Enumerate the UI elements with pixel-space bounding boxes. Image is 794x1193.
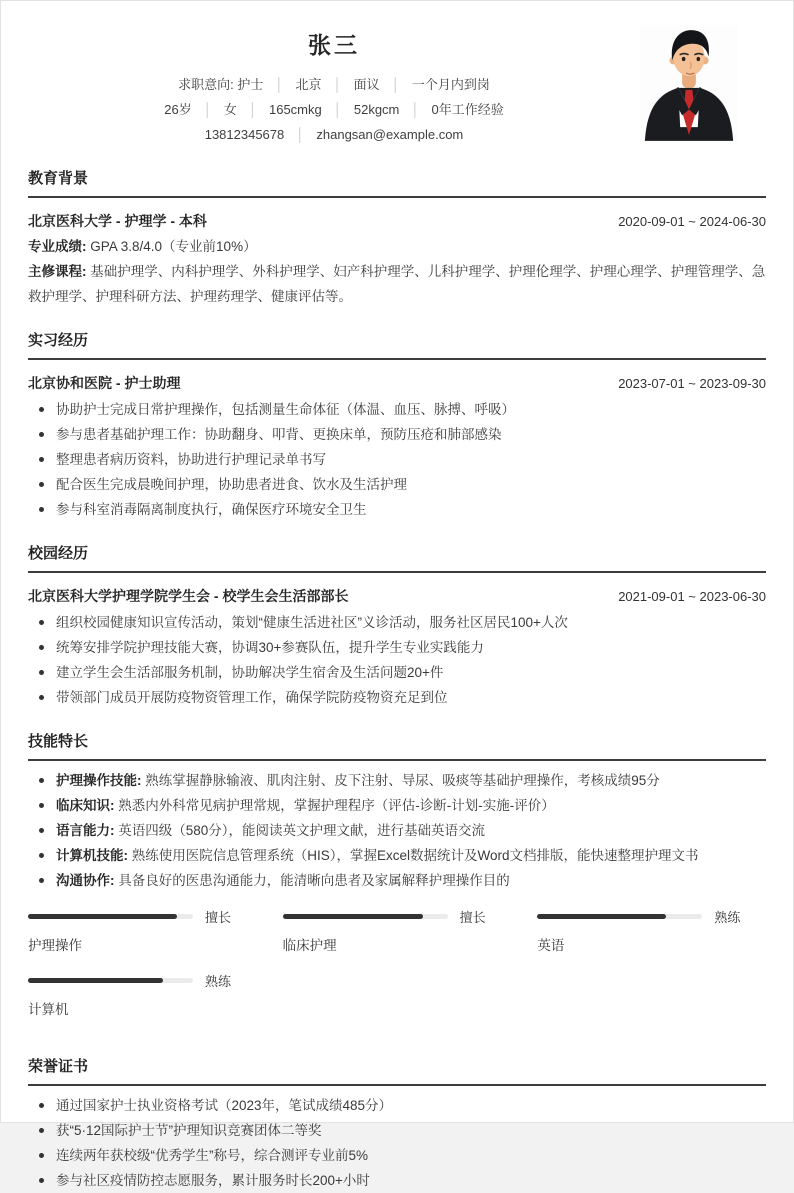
skill-bars-grid bbox=[28, 907, 766, 1035]
internship-bullet: 参与科室消毒隔离制度执行，确保医疗环境安全卫生 bbox=[28, 497, 766, 522]
campus-body bbox=[28, 573, 766, 710]
skill-text: 熟练使用医院信息管理系统（HIS），掌握Excel数据统计及Word文档排版，能快速整理护理文书 bbox=[131, 848, 699, 863]
skill-bar-fill bbox=[283, 914, 423, 919]
honor-bullet: 获“5·12国际护士节”护理知识竞赛团体二等奖 bbox=[28, 1118, 766, 1143]
info-part: 面议 bbox=[353, 77, 380, 92]
section-campus bbox=[28, 542, 766, 710]
separator: │ bbox=[296, 127, 305, 142]
separator: │ bbox=[248, 102, 257, 117]
skill-level-label: 熟练 bbox=[205, 974, 232, 989]
profile-photo bbox=[640, 25, 738, 141]
info-part: 13812345678 bbox=[204, 127, 285, 142]
info-part: 165cmkg bbox=[268, 102, 322, 117]
info-part: 求职意向: 护士 bbox=[178, 77, 264, 92]
skill-text: 具备良好的医患沟通能力，能清晰向患者及家属解释护理操作目的 bbox=[118, 873, 510, 888]
section-honors bbox=[28, 1055, 766, 1193]
info-part: 52kgcm bbox=[353, 102, 400, 117]
separator: │ bbox=[333, 102, 342, 117]
section-title-internship: 实习经历 bbox=[28, 329, 766, 360]
section-internship bbox=[28, 329, 766, 522]
separator: │ bbox=[275, 77, 284, 92]
skill-bar-english bbox=[537, 907, 766, 955]
gpa-label: 专业成绩: bbox=[28, 239, 91, 254]
education-body bbox=[28, 198, 766, 309]
skill-text: 英语四级（580分），能阅读英文护理文献，进行基础英语交流 bbox=[118, 823, 486, 838]
campus-bullet-list bbox=[28, 610, 766, 710]
section-title-education: 教育背景 bbox=[28, 167, 766, 198]
skill-bar-fill bbox=[537, 914, 666, 919]
separator: │ bbox=[391, 77, 400, 92]
info-part: 一个月内到岗 bbox=[411, 77, 490, 92]
internship-bullet: 配合医生完成晨晚间护理，协助患者进食、饮水及生活护理 bbox=[28, 472, 766, 497]
skill-bullet bbox=[28, 843, 766, 868]
section-education bbox=[28, 167, 766, 309]
skill-text: 熟悉内外科常见病护理常规，掌握护理程序（评估-诊断-计划-实施-评价） bbox=[118, 798, 555, 813]
separator: │ bbox=[411, 102, 420, 117]
internship-body bbox=[28, 360, 766, 522]
skill-bar-track bbox=[28, 978, 193, 983]
skill-bar-clinical bbox=[283, 907, 512, 955]
courses-value: 基础护理学、内科护理学、外科护理学、妇产科护理学、儿科护理学、护理伦理学、护理心理学、护理管理学、急救护理学、护理科研方法、护理药理学、健康评估等。 bbox=[28, 264, 766, 304]
skill-bar-nursing bbox=[28, 907, 257, 955]
campus-bullet: 统筹安排学院护理技能大赛，协调30+参赛队伍，提升学生专业实践能力 bbox=[28, 635, 766, 660]
skill-bar-track bbox=[537, 914, 702, 919]
skills-body bbox=[28, 761, 766, 1035]
hospital-position: 北京协和医院 - 护士助理 bbox=[28, 375, 181, 391]
resume-header bbox=[28, 1, 766, 147]
internship-bullet: 参与患者基础护理工作：协助翻身、叩背、更换床单，预防压疮和肺部感染 bbox=[28, 422, 766, 447]
skill-bar-name: 计算机 bbox=[28, 1002, 69, 1017]
organization-role: 北京医科大学护理学院学生会 - 校学生会生活部部长 bbox=[28, 588, 349, 604]
section-title-honors: 荣誉证书 bbox=[28, 1055, 766, 1086]
candidate-name: 张三 bbox=[308, 32, 360, 58]
skill-label: 护理操作技能: bbox=[56, 773, 146, 788]
campus-bullet: 建立学生会生活部服务机制，协助解决学生宿舍及生活问题20+件 bbox=[28, 660, 766, 685]
honors-bullet-list bbox=[28, 1093, 766, 1193]
section-skills bbox=[28, 730, 766, 1035]
section-title-campus: 校园经历 bbox=[28, 542, 766, 573]
info-part: 女 bbox=[223, 102, 237, 117]
gpa-value: GPA 3.8/4.0（专业前10%） bbox=[90, 239, 257, 254]
honor-bullet: 连续两年获校级“优秀学生”称号，综合测评专业前5% bbox=[28, 1143, 766, 1168]
skill-bullet bbox=[28, 818, 766, 843]
school-degree: 北京医科大学 - 护理学 - 本科 bbox=[28, 213, 207, 229]
skill-text: 熟练掌握静脉输液、肌肉注射、皮下注射、导尿、吸痰等基础护理操作，考核成绩95分 bbox=[145, 773, 660, 788]
job-intent-line bbox=[28, 72, 640, 97]
education-entry-head bbox=[28, 209, 766, 234]
skill-level-label: 擅长 bbox=[459, 910, 486, 925]
skill-level-label: 擅长 bbox=[205, 910, 232, 925]
skill-bar-track bbox=[283, 914, 448, 919]
skill-bar-computer bbox=[28, 971, 257, 1019]
skill-bullet bbox=[28, 768, 766, 793]
gpa-line bbox=[28, 234, 766, 259]
info-part: 26岁 bbox=[164, 102, 192, 117]
internship-entry-head bbox=[28, 371, 766, 396]
skill-bar-name: 临床护理 bbox=[282, 938, 337, 953]
separator: │ bbox=[333, 77, 342, 92]
info-part: 0年工作经验 bbox=[431, 102, 504, 117]
internship-date-range: 2023-07-01 ~ 2023-09-30 bbox=[618, 376, 766, 391]
campus-entry-head bbox=[28, 584, 766, 609]
internship-bullet: 整理患者病历资料，协助进行护理记录单书写 bbox=[28, 447, 766, 472]
skill-bar-fill bbox=[28, 914, 177, 919]
section-title-skills: 技能特长 bbox=[28, 730, 766, 761]
skill-bar-name: 英语 bbox=[537, 938, 565, 953]
contact-line bbox=[28, 122, 640, 147]
header-main bbox=[28, 23, 640, 147]
skills-bullet-list bbox=[28, 768, 766, 893]
campus-bullet: 组织校园健康知识宣传活动，策划“健康生活进社区”义诊活动，服务社区居民100+人次 bbox=[28, 610, 766, 635]
honor-bullet: 参与社区疫情防控志愿服务，累计服务时长200+小时 bbox=[28, 1168, 766, 1193]
avatar-illustration bbox=[640, 25, 738, 141]
skill-label: 计算机技能: bbox=[56, 848, 132, 863]
honor-bullet: 通过国家护士执业资格考试（2023年，笔试成绩485分） bbox=[28, 1093, 766, 1118]
skill-label: 沟通协作: bbox=[56, 873, 119, 888]
separator: │ bbox=[203, 102, 212, 117]
education-date-range: 2020-09-01 ~ 2024-06-30 bbox=[618, 214, 766, 229]
skill-bullet bbox=[28, 793, 766, 818]
skill-level-label: 熟练 bbox=[714, 910, 741, 925]
courses-line bbox=[28, 259, 766, 309]
campus-bullet: 带领部门成员开展防疫物资管理工作，确保学院防疫物资充足到位 bbox=[28, 685, 766, 710]
courses-label: 主修课程: bbox=[28, 264, 91, 279]
campus-date-range: 2021-09-01 ~ 2023-06-30 bbox=[618, 589, 766, 604]
skill-bar-name: 护理操作 bbox=[28, 938, 82, 953]
internship-bullet: 协助护士完成日常护理操作，包括测量生命体征（体温、血压、脉搏、呼吸） bbox=[28, 397, 766, 422]
internship-bullet-list bbox=[28, 397, 766, 522]
skill-label: 语言能力: bbox=[56, 823, 119, 838]
honors-body bbox=[28, 1086, 766, 1193]
skill-bullet bbox=[28, 868, 766, 893]
info-part: 北京 bbox=[295, 77, 322, 92]
skill-bar-fill bbox=[28, 978, 163, 983]
basic-info-line bbox=[28, 97, 640, 122]
skill-label: 临床知识: bbox=[56, 798, 119, 813]
info-part: zhangsan@example.com bbox=[316, 127, 464, 142]
skill-bar-track bbox=[28, 914, 193, 919]
